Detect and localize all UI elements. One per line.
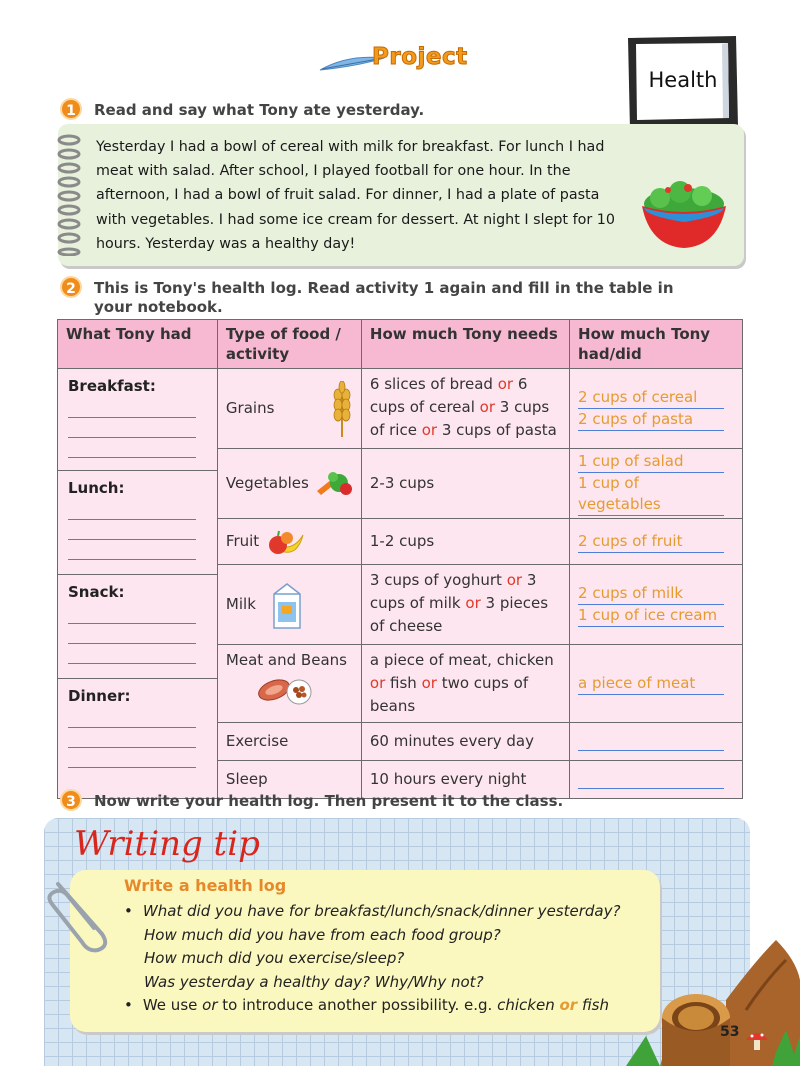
needs-meat-beans: [361, 645, 569, 723]
tip-text: chicken: [497, 996, 560, 1014]
fruit-icon: [267, 527, 305, 557]
tip-text: or: [559, 996, 578, 1014]
or-word: or: [506, 571, 523, 589]
answers-vegetables: [570, 449, 743, 519]
needs-grains: [361, 369, 569, 449]
type-label: Grains: [225, 399, 275, 417]
needs-text: 3 cups of milk: [369, 571, 537, 612]
type-sleep: Sleep: [217, 761, 361, 799]
blank-line[interactable]: [68, 644, 196, 664]
needs-text: 3 cups of yoghurt: [369, 571, 507, 589]
or-word: or: [465, 594, 481, 612]
tip-bullet: • We use or to introduce another possibility. e.g. chicken or fish: [124, 996, 609, 1014]
type-meat-beans: [217, 645, 361, 723]
monitor-label: Health: [648, 68, 718, 92]
blank-line[interactable]: [68, 500, 196, 520]
meal-label: Snack:: [68, 583, 125, 601]
meal-breakfast: [58, 369, 217, 471]
needs-text: two cups of beans: [369, 674, 529, 715]
tree-stump-icon: [626, 940, 800, 1066]
needs-text: 3 pieces of cheese: [369, 594, 549, 635]
tip-text: to introduce another possibility. e.g.: [217, 996, 498, 1014]
answer-text[interactable]: 2 cups of cereal: [578, 387, 724, 409]
wheat-icon: [331, 381, 353, 437]
activity-2-instruction: This is Tony's health log. Read activity 1 again and fill in the table in your notebook.: [94, 279, 674, 316]
blank-line[interactable]: [68, 418, 196, 438]
type-fruit: [217, 519, 361, 565]
milk-carton-icon: [270, 580, 304, 630]
header-had-did: How much Tony had/did: [570, 320, 743, 369]
tip-question: How much did you have from each food group?: [144, 925, 501, 944]
blank-answer-line[interactable]: [578, 771, 724, 789]
page-number: 53: [720, 1024, 740, 1040]
answer-text[interactable]: a piece of meat: [578, 673, 724, 695]
table-header-row: [58, 320, 743, 369]
needs-exercise: 60 minutes every day: [361, 723, 569, 761]
meal-lunch: [58, 471, 217, 575]
blank-line[interactable]: [68, 520, 196, 540]
step-number-1: 1: [60, 98, 82, 120]
needs-text: a piece of meat, chicken: [369, 651, 554, 669]
or-word: or: [421, 674, 437, 692]
tip-text: fish: [577, 996, 609, 1014]
answer-text[interactable]: 1 cup of salad: [578, 451, 724, 473]
type-grains: [217, 369, 361, 449]
blank-line[interactable]: [68, 540, 196, 560]
paper-clip-icon: [40, 874, 110, 954]
header-needs: How much Tony needs: [361, 320, 569, 369]
answers-sleep: [570, 761, 743, 799]
answer-text[interactable]: 2 cups of fruit: [578, 531, 724, 553]
blank-answer-line[interactable]: [578, 733, 724, 751]
vegetables-icon: [313, 469, 353, 499]
needs-text: 3 cups of rice: [369, 398, 550, 439]
tip-question: Was yesterday a healthy day? Why/Why not?: [144, 972, 484, 991]
answers-milk: [570, 565, 743, 645]
needs-sleep: 10 hours every night: [361, 761, 569, 799]
meal-column: [58, 369, 218, 799]
type-label: Vegetables: [225, 474, 309, 492]
blank-line[interactable]: [68, 748, 196, 768]
meat-beans-icon: [254, 672, 314, 706]
tip-text: or: [202, 996, 218, 1014]
blank-line[interactable]: [68, 728, 196, 748]
page-title: Project: [372, 44, 468, 70]
blank-line[interactable]: [68, 438, 196, 458]
blank-line[interactable]: [68, 708, 196, 728]
blank-line[interactable]: [68, 604, 196, 624]
tip-question: How much did you exercise/sleep?: [144, 949, 405, 967]
needs-text: 3 cups of pasta: [437, 421, 557, 439]
tip-question: What did you have for breakfast/lunch/snack/dinner yesterday?: [142, 902, 621, 920]
type-milk: [217, 565, 361, 645]
answer-text[interactable]: 2 cups of pasta: [578, 409, 724, 431]
step-number-3: 3: [60, 789, 82, 811]
tony-paragraph: Yesterday I had a bowl of cereal with milk for breakfast. For lunch I had meat with salad. After school, I played football for one hour. In the afternoon, I had a bowl of fruit salad. For dinner, I had a plate of pasta with vegetables. I had some ice cream for dessert. At night I slept for 10 hours. Yesterday was a healthy day!: [96, 139, 615, 252]
type-vegetables: [217, 449, 361, 519]
blank-line[interactable]: [68, 624, 196, 644]
salad-bowl-icon: [638, 176, 730, 250]
meal-label: Breakfast:: [68, 377, 156, 395]
health-log-table: [57, 319, 743, 799]
or-word: or: [369, 674, 386, 692]
answer-text[interactable]: 2 cups of milk: [578, 583, 724, 605]
answers-meat-beans: [570, 645, 743, 723]
needs-vegetables: 2-3 cups: [361, 449, 569, 519]
answers-fruit: [570, 519, 743, 565]
needs-fruit: 1-2 cups: [361, 519, 569, 565]
answers-grains: [570, 369, 743, 449]
answer-text[interactable]: 1 cup of ice cream: [578, 605, 724, 627]
activity-3-instruction: Now write your health log. Then present it to the class.: [94, 792, 564, 810]
needs-text: 6 slices of bread: [369, 375, 498, 393]
tip-text: We use: [142, 996, 203, 1014]
meal-label: Dinner:: [68, 687, 131, 705]
type-label: Milk: [225, 595, 256, 613]
needs-text: 6 cups of cereal: [369, 375, 528, 416]
writing-tip-title: Writing tip: [74, 824, 260, 864]
step-number-2: 2: [60, 276, 82, 298]
or-word: or: [479, 398, 496, 416]
meal-snack: [58, 575, 217, 679]
needs-text: fish: [385, 674, 422, 692]
type-label: Meat and Beans: [225, 651, 347, 669]
meal-label: Lunch:: [68, 479, 125, 497]
blank-line[interactable]: [68, 398, 196, 418]
meal-dinner: [58, 679, 217, 769]
header-what-tony-had: What Tony had: [58, 320, 218, 369]
type-exercise: Exercise: [217, 723, 361, 761]
or-word: or: [497, 375, 514, 393]
answer-text[interactable]: 1 cup of vegetables: [578, 473, 724, 516]
or-word: or: [421, 421, 438, 439]
tip-bullet: • What did you have for breakfast/lunch/snack/dinner yesterday?: [124, 902, 621, 920]
writing-tip-heading: Write a health log: [124, 876, 287, 895]
activity-1-instruction: Read and say what Tony ate yesterday.: [94, 101, 425, 119]
table-row: [58, 369, 743, 449]
writing-tip-list: [124, 900, 654, 1018]
answers-exercise: [570, 723, 743, 761]
needs-milk: [361, 565, 569, 645]
spiral-rings-icon: [56, 132, 82, 256]
type-label: Fruit: [225, 532, 260, 550]
header-type: Type of food / activity: [217, 320, 361, 369]
